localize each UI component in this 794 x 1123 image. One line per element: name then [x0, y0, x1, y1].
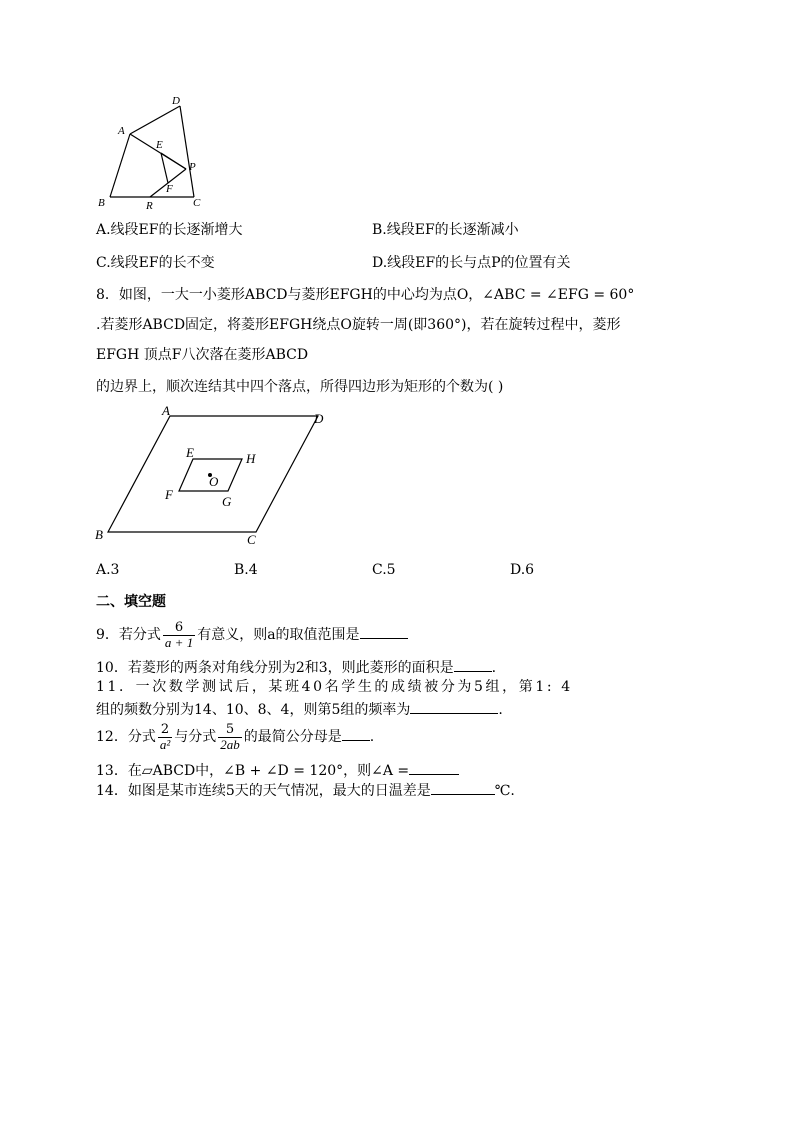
q9-answer-blank[interactable]	[360, 624, 408, 639]
q7-option-a: A.线段EF的长逐渐增大	[96, 222, 243, 238]
q9-post: 有意义，则a的取值范围是	[197, 627, 360, 643]
q7-option-b: B.线段EF的长逐渐减小	[372, 222, 519, 238]
q13-text: 13．在▱ABCD中，∠B + ∠D = 120°，则∠A =	[96, 763, 410, 779]
q12-fraction-1	[158, 723, 172, 752]
q10-answer-blank[interactable]	[454, 657, 492, 672]
q7-label-c: C	[193, 197, 201, 209]
q7-label-b: B	[98, 197, 105, 209]
question-9	[96, 617, 408, 653]
q8-label-o: O	[209, 474, 219, 489]
q8-line-2: .若菱形ABCD固定，将菱形EFGH绕点O旋转一周(即360°)，若在旋转过程中，菱形	[96, 317, 621, 333]
q7-label-r: R	[146, 200, 153, 212]
q14-unit: ℃.	[494, 783, 515, 799]
q12-end: .	[369, 729, 375, 745]
q8-option-b: B.4	[234, 562, 258, 578]
q8-figure	[90, 402, 340, 552]
q12-numerator-1: 2	[158, 723, 172, 738]
q7-figure	[90, 92, 210, 212]
q8-label-g: G	[222, 494, 232, 509]
q9-pre: 9．若分式	[96, 627, 161, 643]
q12-fraction-2	[218, 723, 242, 752]
q12-pre: 12．分式	[96, 729, 156, 745]
q11-answer-blank[interactable]	[410, 699, 498, 714]
question-11-line-2	[96, 699, 503, 719]
q8-line-3: EFGH 顶点F八次落在菱形ABCD	[96, 347, 309, 363]
section-title: 二、填空题	[96, 594, 166, 610]
q13-answer-blank[interactable]	[409, 760, 459, 775]
q11-line-1: 11．一次数学测试后，某班40名学生的成绩被分为5组，第1: 4	[96, 679, 573, 695]
q7-option-c: C.线段EF的长不变	[96, 255, 215, 271]
q8-option-a: A.3	[96, 562, 120, 578]
q8-label-b: B	[95, 527, 103, 542]
q10-text: 10．若菱形的两条对角线分别为2和3，则此菱形的面积是	[96, 660, 454, 676]
q9-denominator: a + 1	[164, 634, 194, 650]
q8-option-c: C.5	[372, 562, 396, 578]
q8-label-d: D	[314, 411, 324, 426]
q7-side-da	[130, 106, 180, 134]
question-13	[96, 760, 459, 780]
q8-line-4: 的边界上，顺次连结其中四个落点，所得四边形为矩形的个数为( )	[96, 379, 504, 395]
q12-answer-blank[interactable]	[342, 726, 370, 741]
q10-end: .	[491, 660, 497, 676]
q7-option-d: D.线段EF的长与点P的位置有关	[372, 255, 571, 271]
q9-fraction	[163, 621, 195, 650]
q12-mid: 与分式	[174, 729, 217, 745]
q8-label-e: E	[186, 445, 194, 460]
q7-label-p: P	[189, 161, 196, 173]
q8-option-d: D.6	[510, 562, 535, 578]
q8-label-a: A	[162, 403, 170, 418]
q7-side-ab	[110, 134, 130, 197]
q14-answer-blank[interactable]	[431, 780, 495, 795]
q12-denominator-1: a²	[159, 736, 171, 752]
question-10	[96, 657, 496, 677]
q12-post: 的最简公分母是	[243, 729, 342, 745]
q11-line-2: 组的频数分别为14、10、8、4，则第5组的频率为	[96, 702, 411, 718]
question-14	[96, 780, 515, 800]
q11-end: .	[498, 702, 503, 718]
q8-label-h: H	[246, 451, 256, 466]
q8-label-f: F	[165, 487, 173, 502]
q7-label-d: D	[172, 95, 180, 107]
q8-line-1: 8．如图，一大一小菱形ABCD与菱形EFGH的中心均为点O，∠ABC = ∠EFG = 60°	[96, 287, 635, 303]
q14-text: 14．如图是某市连续5天的天气情况，最大的日温差是	[96, 783, 431, 799]
q7-label-e: E	[156, 139, 163, 151]
q7-side-cd	[180, 106, 194, 197]
question-12	[96, 719, 374, 755]
q8-label-c: C	[247, 532, 256, 547]
q7-label-f: F	[166, 183, 173, 195]
q12-numerator-2: 5	[218, 723, 242, 738]
q9-numerator: 6	[163, 621, 195, 636]
q12-denominator-2: 2ab	[220, 736, 240, 752]
q7-label-a: A	[118, 125, 125, 137]
